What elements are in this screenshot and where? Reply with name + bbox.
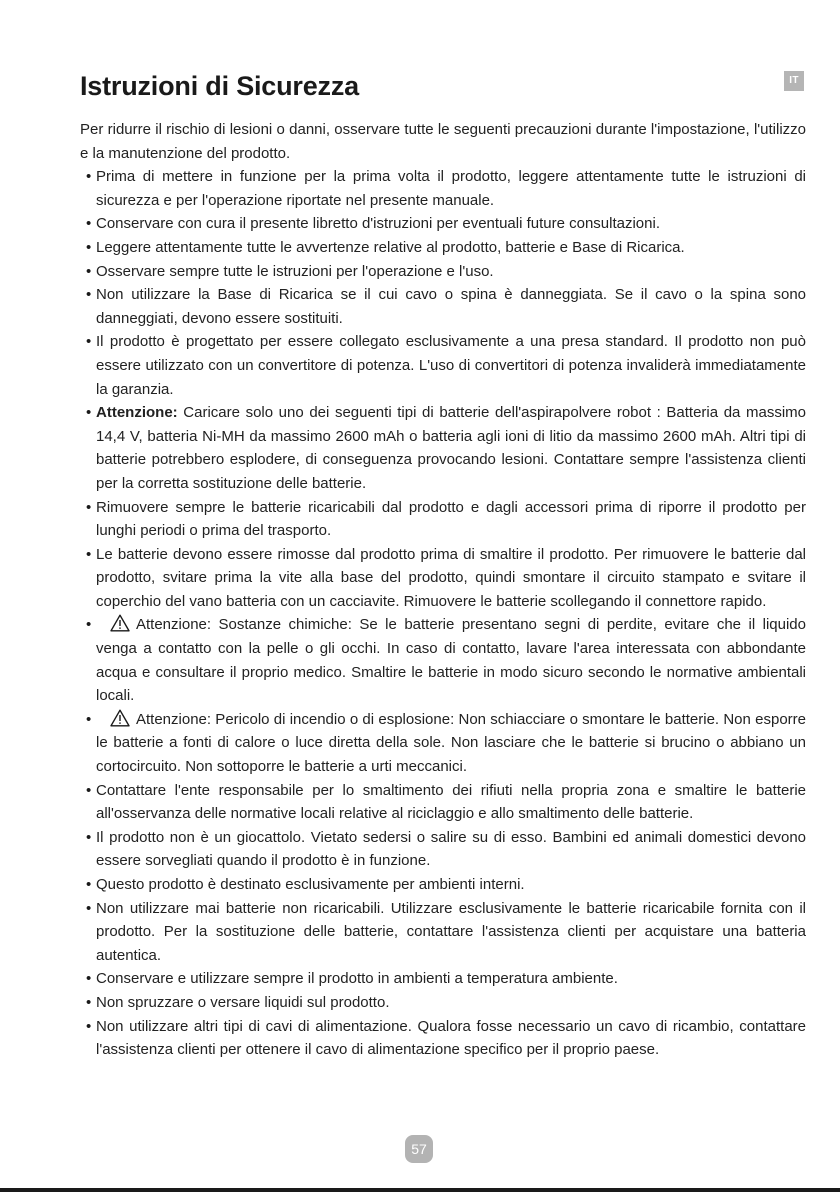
list-item: [80, 165, 806, 212]
list-item: [80, 1015, 806, 1062]
list-item: [80, 330, 806, 401]
list-item: [80, 260, 806, 284]
safety-content: [80, 118, 806, 1062]
page-title: Istruzioni di Sicurezza: [80, 71, 359, 101]
list-item-text: Conservare e utilizzare sempre il prodotto in ambienti a temperatura ambiente.: [96, 970, 618, 988]
list-item: [80, 826, 806, 873]
list-item: [80, 236, 806, 260]
list-item-warning-fire: [80, 708, 806, 779]
list-item-text: Non utilizzare altri tipi di cavi di alimentazione. Qualora fosse necessario un cavo di ricambio, contattare l'assistenza clienti per ottenere il cavo di alimentazione specifico per il proprio paese.: [96, 1017, 806, 1059]
list-item-text: Conservare con cura il presente libretto d'istruzioni per eventuali future consultazioni.: [96, 215, 660, 233]
list-item: [80, 873, 806, 897]
list-item-text: Prima di mettere in funzione per la prima volta il prodotto, leggere attentamente tutte le istruzioni di sicurezza e per l'operazione riportate nel presente manuale.: [96, 168, 806, 209]
list-item-text: Questo prodotto è destinato esclusivamente per ambienti interni.: [96, 876, 525, 893]
list-item-text: Attenzione: Pericolo di incendio o di esplosione: Non schiacciare o smontare le batterie. Non esporre le batterie a fonti di calore o luce diretta della sole. Non lasciare che le batterie si brucino o abbiano un cortocircuito. Non sottoporre le batterie a urti meccanici.: [96, 710, 806, 776]
list-item-text: Caricare solo uno dei seguenti tipi di batterie dell'aspirapolvere robot : Batteria da massimo 14,4 V, batteria Ni-MH da massimo 2600 mAh o batteria agli ioni di litio da massimo 2600 mAh. Altri tipi di batterie potrebbero esplodere, di conseguenza provocando lesioni. Contattare sempre l'assistenza clienti per la corretta sostituzione delle batterie.: [96, 404, 806, 492]
list-item: [80, 283, 806, 330]
list-item: [80, 991, 806, 1015]
list-item-text: Leggere attentamente tutte le avvertenze relative al prodotto, batterie e Base di Ricarica.: [96, 238, 685, 256]
list-item-text: Le batterie devono essere rimosse dal prodotto prima di smaltire il prodotto. Per rimuovere le batterie dal prodotto, svitare prima la vite alla base del prodotto, quindi smontare il circuito stampato e svitare il coperchio del vano batteria con un cacciavite. Rimuovere le batterie scollegando il connettore rapido.: [96, 545, 806, 610]
list-item-text: Non spruzzare o versare liquidi sul prodotto.: [96, 993, 390, 1011]
list-item-text: Rimuovere sempre le batterie ricaricabili dal prodotto e dagli accessori prima di riporre il prodotto per lunghi periodi o prima del trasporto.: [96, 498, 806, 540]
list-item-text: Il prodotto è progettato per essere collegato esclusivamente a una presa standard. Il prodotto non può essere utilizzato con un convertitore di potenza. L'uso di convertitori di potenza invaliderà immediatamente la garanzia.: [96, 333, 806, 398]
list-item-attention: [80, 401, 806, 495]
list-item-text: Non utilizzare mai batterie non ricaricabili. Utilizzare esclusivamente le batterie ricaricabile fornita con il prodotto. Per la sostituzione delle batterie, contattare l'assistenza clienti per acquistare una batteria autentica.: [96, 899, 806, 964]
safety-list: [80, 165, 806, 1062]
list-item: [80, 779, 806, 826]
list-item-text: Non utilizzare la Base di Ricarica se il cui cavo o spina è danneggiata. Se il cavo o la spina sono danneggiati, devono essere sostituiti.: [96, 286, 806, 327]
intro-paragraph: Per ridurre il rischio di lesioni o danni, osservare tutte le seguenti precauzioni durante l'impostazione, l'utilizzo e la manutenzione del prodotto.: [80, 121, 806, 162]
list-item-warning-chemical: [80, 613, 806, 707]
list-item-text: Il prodotto non è un giocattolo. Vietato sedersi o salire su di esso. Bambini ed animali domestici devono essere sorvegliati quando il prodotto è in funzione.: [96, 828, 806, 870]
list-item: [80, 967, 806, 991]
list-item: [80, 212, 806, 236]
list-item: [80, 496, 806, 543]
list-item-text: Contattare l'ente responsabile per lo smaltimento dei rifiuti nella propria zona e smaltire le batterie all'osservanza delle normative locali relative al riciclaggio e allo smaltimento delle batterie.: [96, 781, 806, 823]
attention-label: Attenzione:: [96, 404, 178, 422]
warning-triangle-icon: [110, 614, 130, 632]
list-item-text: Osservare sempre tutte le istruzioni per l'operazione e l'uso.: [96, 262, 494, 280]
list-item-text: Attenzione: Sostanze chimiche: Se le batterie presentano segni di perdite, evitare che il liquido venga a contatto con la pelle o gli occhi. In caso di contatto, lavare l'area interessata con abbondante acqua e consultare il proprio medico. Smaltire le batterie in modo sicuro secondo le normative ambientali locali.: [96, 616, 806, 705]
language-badge: IT: [784, 71, 804, 91]
warning-triangle-icon: [110, 709, 130, 727]
bottom-rule: [0, 1188, 840, 1192]
list-item: [80, 543, 806, 614]
list-item: [80, 897, 806, 968]
page-number: 57: [405, 1135, 433, 1163]
